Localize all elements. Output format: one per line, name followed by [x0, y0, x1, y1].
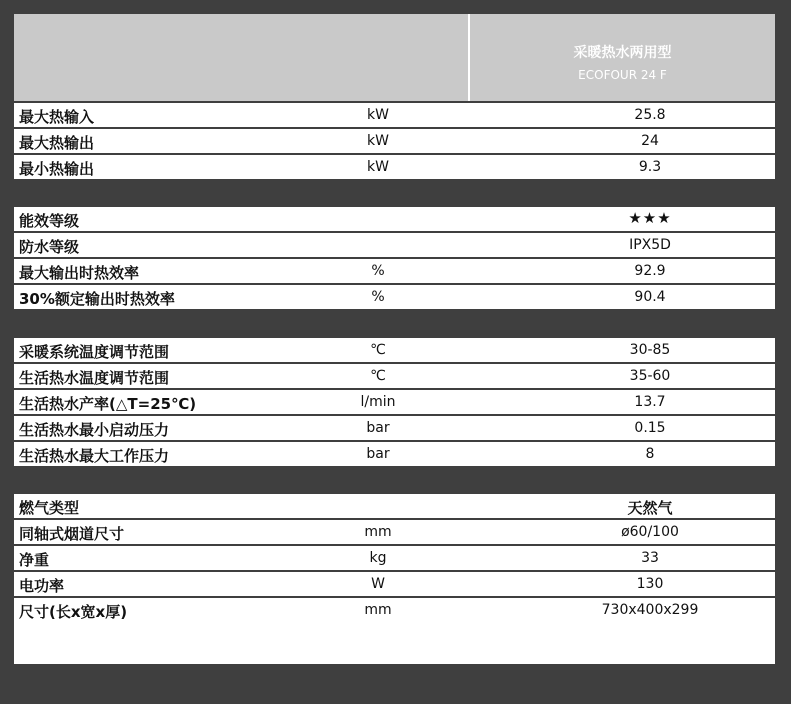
table-row [14, 233, 775, 259]
row-label: 30%额定输出时热效率 [19, 290, 175, 308]
section-heat-output [14, 103, 775, 179]
row-value: 13.7 [634, 394, 666, 410]
row-value: 天然气 [627, 499, 673, 517]
row-unit: W [371, 576, 385, 592]
row-value: 24 [641, 133, 659, 149]
section-efficiency [14, 207, 775, 309]
row-label: 同轴式烟道尺寸 [19, 525, 125, 543]
row-label: 最大热输入 [19, 108, 95, 126]
row-label: 能效等级 [19, 212, 80, 230]
row-value: 730x400x299 [601, 602, 699, 618]
table-row [14, 129, 775, 155]
spec-table-header [14, 14, 775, 101]
row-value: 35-60 [629, 368, 671, 384]
table-row [14, 390, 775, 416]
row-label: 生活热水产率(△T=25℃) [19, 395, 197, 413]
row-unit: % [371, 289, 385, 305]
row-value: 92.9 [634, 263, 666, 279]
table-row [14, 155, 775, 179]
row-value: ø60/100 [621, 524, 679, 540]
table-row [14, 598, 775, 622]
row-unit: ℃ [370, 368, 386, 384]
row-label: 生活热水温度调节范围 [19, 369, 170, 387]
row-label: 最大输出时热效率 [19, 264, 140, 282]
row-value: 9.3 [638, 159, 662, 175]
row-unit: kW [367, 133, 389, 149]
table-row [14, 546, 775, 572]
table-row [14, 103, 775, 129]
table-row [14, 572, 775, 598]
row-label: 最大热输出 [19, 134, 95, 152]
row-value: IPX5D [629, 237, 671, 253]
energy-rating-stars: ★★★ [628, 209, 672, 227]
row-unit: kg [369, 550, 387, 566]
row-unit: bar [366, 420, 390, 436]
table-row [14, 416, 775, 442]
row-unit: ℃ [370, 342, 386, 358]
row-value: 8 [645, 446, 655, 462]
row-label: 净重 [19, 551, 50, 569]
row-value: 90.4 [634, 289, 666, 305]
table-row [14, 338, 775, 364]
row-unit: l/min [360, 394, 396, 410]
table-row [14, 207, 775, 233]
section-general [14, 494, 775, 664]
row-value: 25.8 [634, 107, 666, 123]
row-label: 燃气类型 [19, 499, 80, 517]
row-unit: mm [364, 524, 392, 540]
table-row [14, 285, 775, 309]
row-label: 电功率 [19, 577, 65, 595]
row-label: 尺寸(长x宽x厚) [19, 603, 128, 621]
row-value: 30-85 [629, 342, 671, 358]
row-unit: kW [367, 159, 389, 175]
table-row [14, 259, 775, 285]
table-row [14, 520, 775, 546]
table-row [14, 364, 775, 390]
table-row [14, 442, 775, 466]
row-label: 防水等级 [19, 238, 80, 256]
model-title: 采暖热水两用型 [573, 45, 672, 61]
row-label: 生活热水最小启动压力 [19, 421, 170, 439]
row-label: 生活热水最大工作压力 [19, 447, 170, 465]
model-code: ECOFOUR 24 F [578, 68, 667, 82]
row-unit: % [371, 263, 385, 279]
section-hot-water [14, 338, 775, 466]
row-label: 最小热输出 [19, 160, 95, 178]
row-value: 130 [636, 576, 664, 592]
row-unit: mm [364, 602, 392, 618]
row-unit: bar [366, 446, 390, 462]
row-unit: kW [367, 107, 389, 123]
row-label: 采暖系统温度调节范围 [19, 343, 170, 361]
row-value: 0.15 [634, 420, 666, 436]
table-row [14, 494, 775, 520]
row-value: 33 [641, 550, 659, 566]
